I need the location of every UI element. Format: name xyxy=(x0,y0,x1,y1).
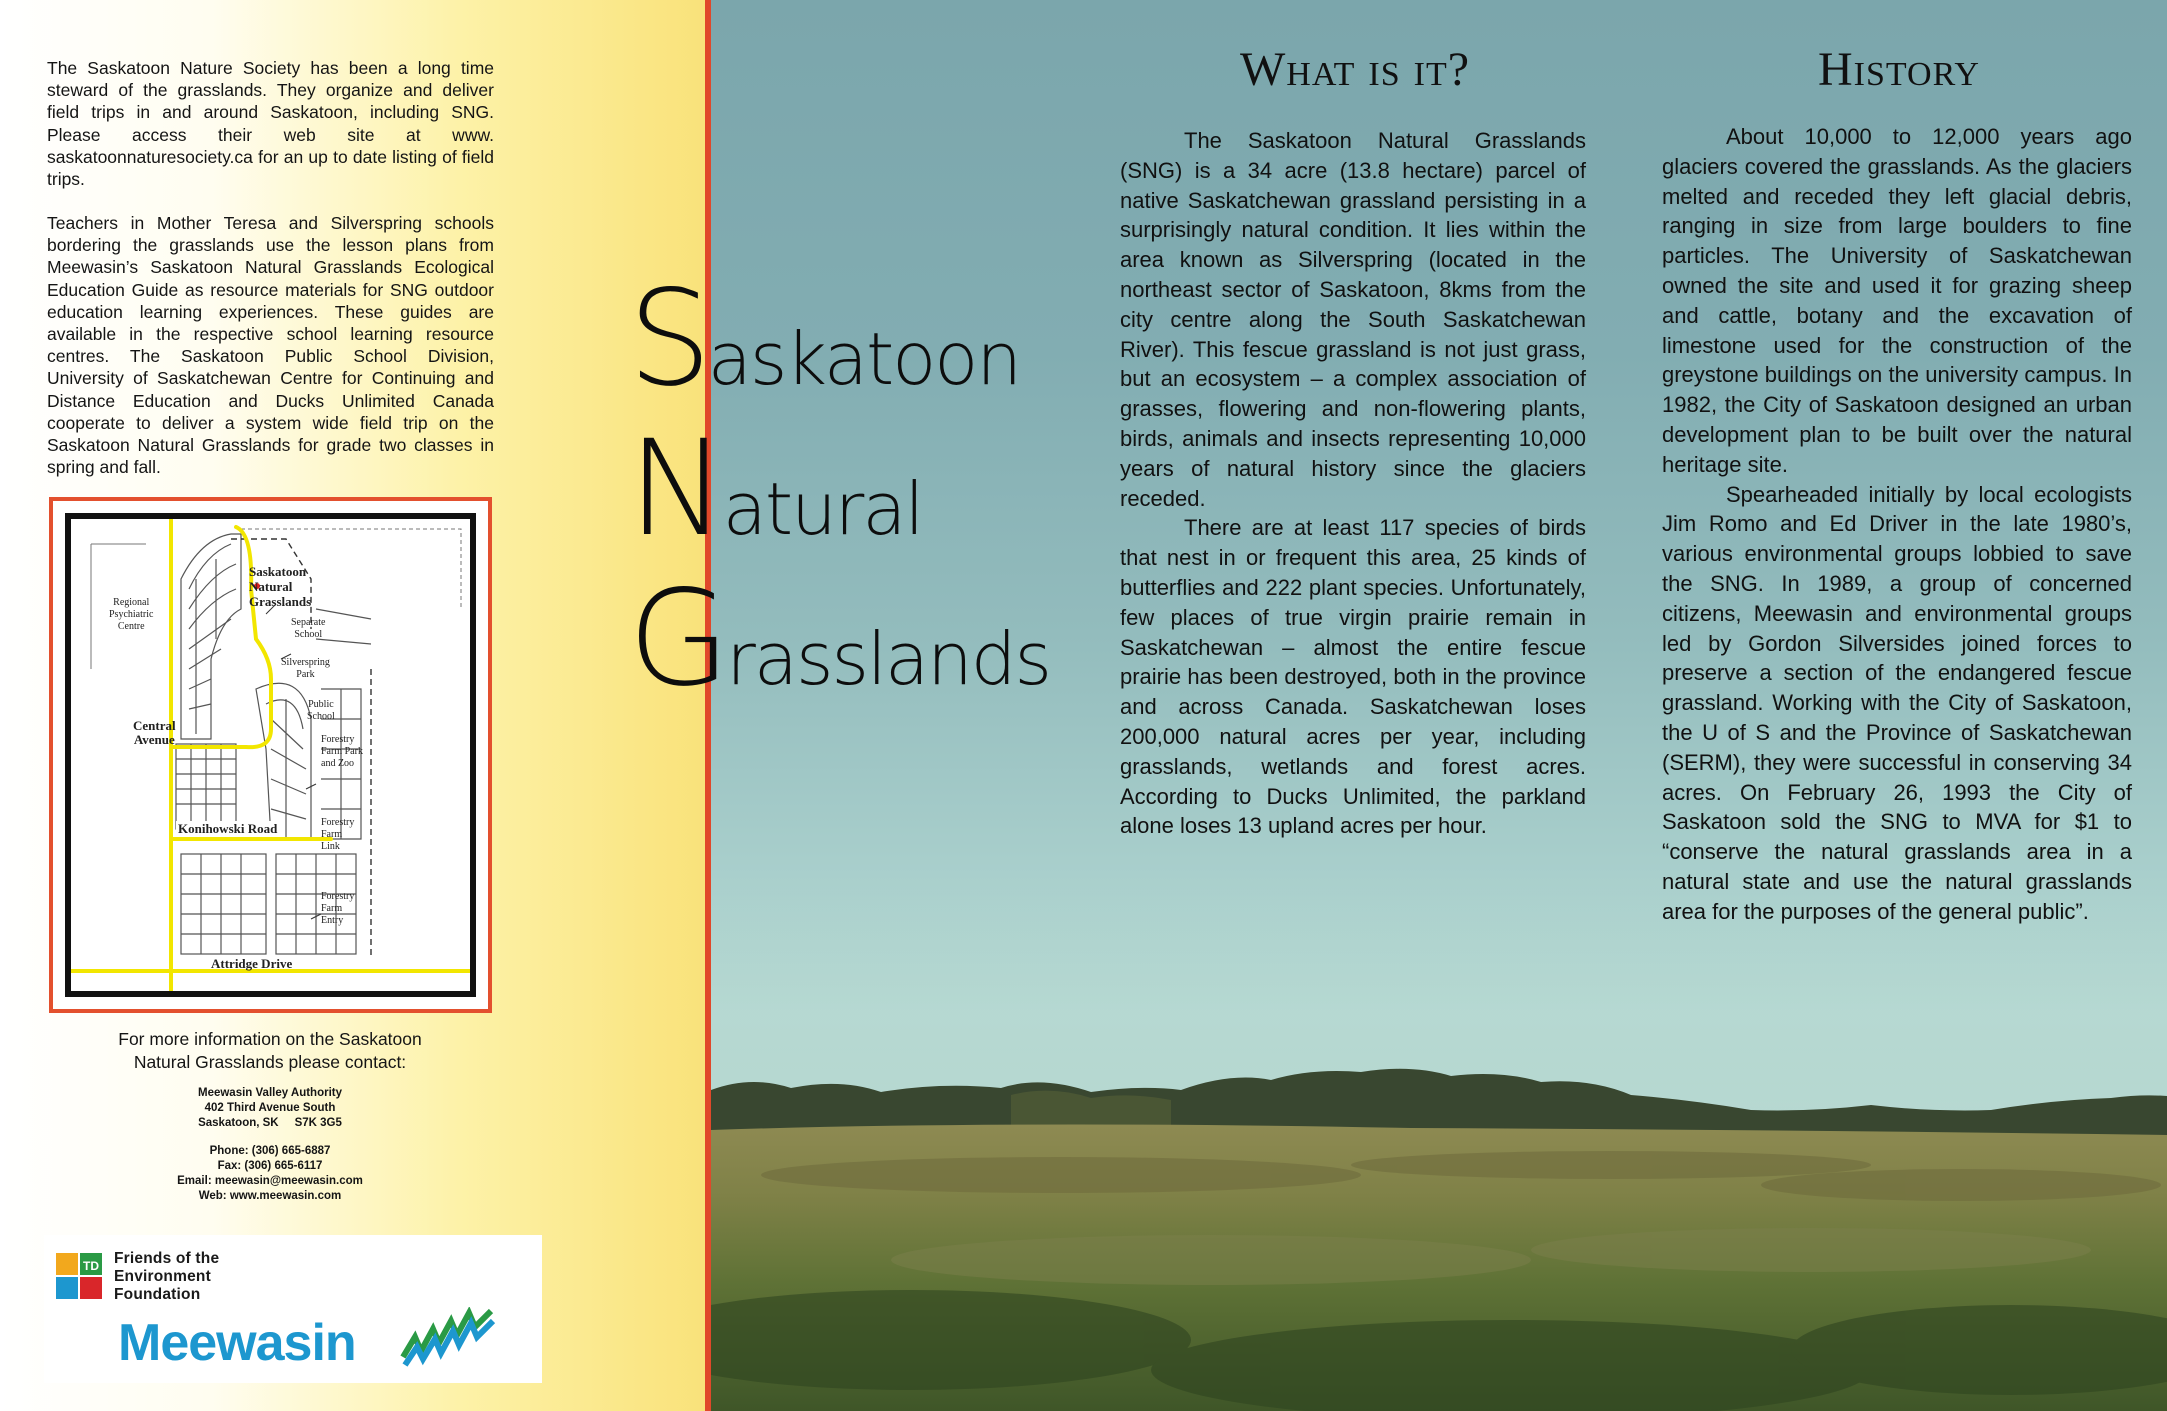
what-is-it-body xyxy=(1120,126,1586,841)
contact-web[interactable]: Web: www.meewasin.com xyxy=(198,1190,342,1202)
title-line-natural: Natural xyxy=(628,412,923,566)
what-paragraph-1: The Saskatoon Natural Grasslands (SNG) is a 34 acre (13.8 hectare) parcel of native Saskatchewan grassland persisting in a surprisingly natural condition. It lies within the area known as Silverspring (located in the northeast sector of Saskatoon, 8kms from the city centre along the South Saskatchewan River). This fescue grassland is not just grass, but an ecosystem – a complex association of grasses, flowering and non-flowering plants, birds, animals and insects representing 10,000 years of natural history since the glaciers receded. xyxy=(1120,128,1586,511)
history-body xyxy=(1662,122,2132,927)
map-label-konihowski-road: Konihowski Road xyxy=(178,821,278,836)
map-label-forestry-link: Forestry Farm Link xyxy=(321,817,355,852)
history-paragraph-1: About 10,000 to 12,000 years ago glaciers covered the grasslands. As the glaciers melted and receded they left glacial debris, ranging in size from large boulders to fine particles. The University of Saskatchewan owned the site and used it for grazing sheep and cattle, botany and the excavation of limestone used for the construction of the greystone buildings on the university campus. In 1982, the City of Saskatoon designed an urban development plan to be built over the natural heritage site. xyxy=(1662,124,2132,477)
friends-of-environment-logo-icon xyxy=(54,1251,110,1303)
contact-email[interactable]: Email: meewasin@meewasin.com xyxy=(177,1175,363,1187)
contact-address: Meewasin Valley Authority 402 Third Avenue South Saskatoon, SK S7K 3G5 xyxy=(197,1087,342,1129)
history-paragraph-2: Spearheaded initially by local ecologists Jim Romo and Ed Driver in the late 1980’s, various environmental groups lobbied to save the SNG. In 1989, a group of concerned citizens, Meewasin and environmental groups led by Gordon Silversides joined forces to preserve a section of the endangered fescue grassland. Working with the City of Saskatoon, the U of S and the Province of Saskatchewan (SERM), they were successful in conserving 34 acres. On February 26, 1993 the City of Saskatoon sold the SNG to MVA for $1 to “conserve the natural grasslands area in a natural state and use the natural grasslands area for the purposes of the general public”. xyxy=(1662,481,2132,924)
location-map xyxy=(49,497,492,1013)
map-label-attridge-drive: Attridge Drive xyxy=(211,956,293,971)
sponsor-logos xyxy=(44,1235,542,1383)
map-label-regional: Regional Psychiatric Centre xyxy=(109,597,154,632)
left-panel xyxy=(0,0,706,1411)
map-label-central-avenue: Central Avenue xyxy=(133,718,176,747)
brochure-title xyxy=(628,262,1051,716)
map-area xyxy=(65,513,476,997)
title-line-grasslands: Grasslands xyxy=(628,562,1051,716)
what-paragraph-2: There are at least 117 species of birds that nest in or frequent this area, 25 kinds of butterflies and 222 plant species. Unfortunately, few places of true virgin prairie remain in Saskatchewan – almost the entire fescue prairie has been destroyed, both in the province and across Canada. Saskatchewan loses 200,000 natural acres per year, including grasslands, wetlands and forest acres. According to Ducks Unlimited, the parkland alone loses 13 upland acres per hour. xyxy=(1120,515,1586,839)
map-label-separate-school: Separate School xyxy=(291,617,326,640)
map-label-forestry-zoo: Forestry Farm Park and Zoo xyxy=(321,734,363,769)
what-is-it-heading: What is it? xyxy=(1240,43,1471,96)
meewasin-logo-text: Meewasin xyxy=(118,1314,356,1372)
teachers-paragraph: Teachers in Mother Teresa and Silverspring schools bordering the grasslands use the lesson plans from Meewasin’s Saskatoon Natural Grasslands Ecological Education Guide as resource materials for SNG outdoor education learning experiences. These guides are available in the respective school learning resource centres. The Saskatoon Public School Division, University of Saskatchewan Centre for Continuing and Distance Education and Ducks Unlimited Canada cooperate to deliver a system wide field trip on the Saskatoon Natural Grasslands for grade two classes in spring and fall. xyxy=(47,213,494,478)
td-badge: TD xyxy=(83,1259,99,1273)
map-label-public-school: Public School xyxy=(307,699,335,722)
nature-society-paragraph: The Saskatoon Nature Society has been a long time steward of the grasslands. They organize and deliver field trips in and around Saskatoon, including SNG. Please access their web site at www. saskatoonnaturesociety.ca for an up to date listing of field trips. xyxy=(47,58,494,190)
contact-details: Phone: (306) 665-6887 Fax: (306) 665-6117 Email: meewasin@meewasin.com Web: www.meewasin.com xyxy=(120,1144,420,1204)
history-heading: History xyxy=(1818,43,1980,96)
meewasin-wave-icon xyxy=(399,1307,499,1367)
map-label-sng: Saskatoon Natural Grasslands xyxy=(249,564,312,609)
friends-of-environment-text: Friends of the Environment Foundation xyxy=(114,1250,220,1303)
map-label-silverspring-park: Silverspring Park xyxy=(281,657,330,680)
title-line-saskatoon: Saskatoon xyxy=(628,262,1020,416)
map-label-forestry-entry: Forestry Farm Entry xyxy=(321,891,355,926)
contact-intro: For more information on the Saskatoon Natural Grasslands please contact: xyxy=(118,1029,422,1072)
